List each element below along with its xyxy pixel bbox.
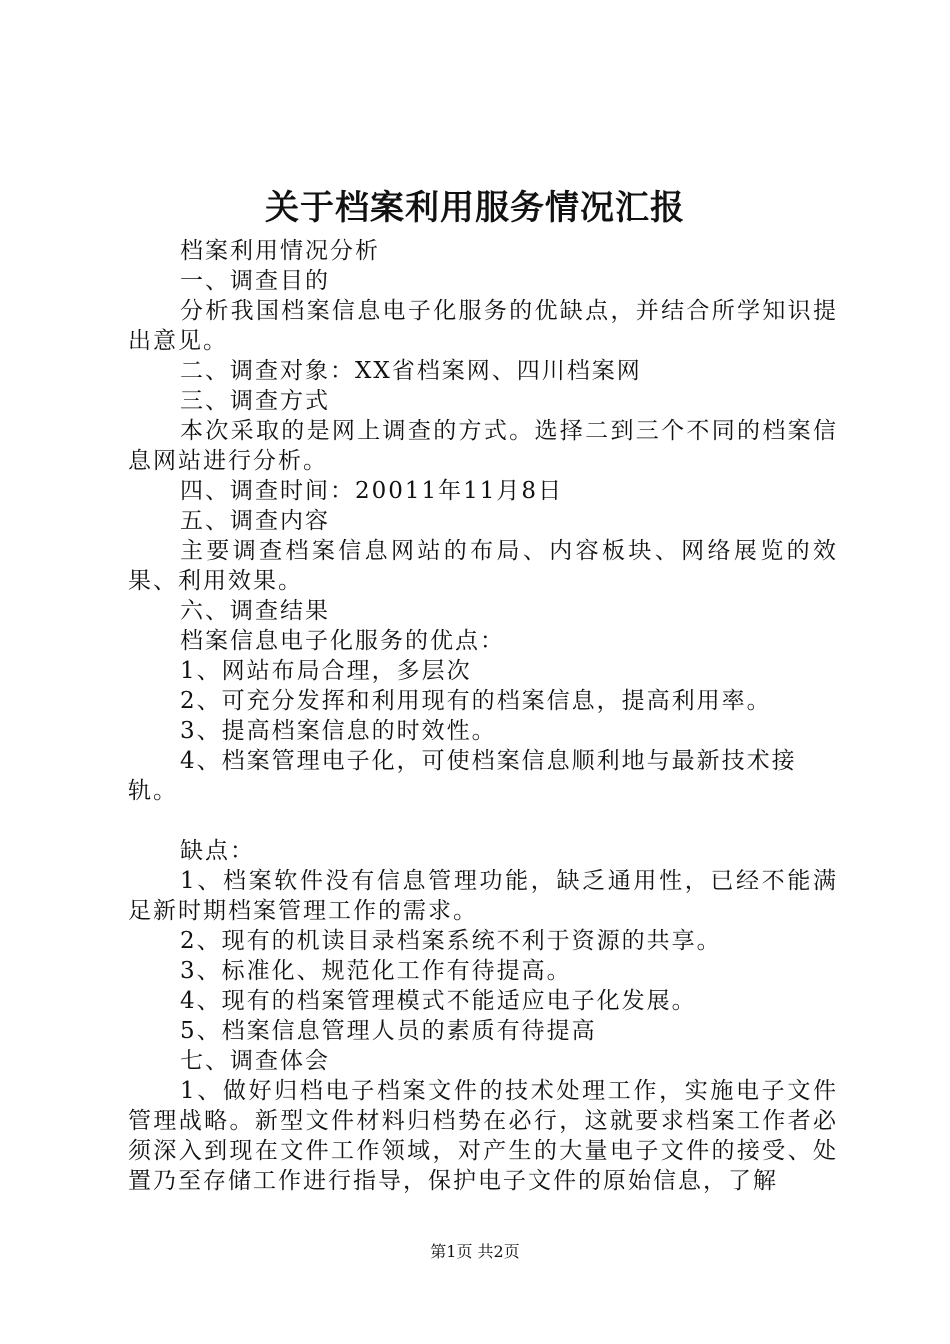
section-heading: 档案利用情况分析 bbox=[180, 238, 380, 264]
section-heading: 五、调查内容 bbox=[180, 508, 330, 534]
list-item: 3、标准化、规范化工作有待提高。 bbox=[180, 958, 572, 984]
list-item: 4、现有的档案管理模式不能适应电子化发展。 bbox=[180, 988, 697, 1014]
list-item: 3、提高档案信息的时效性。 bbox=[180, 718, 497, 744]
document-body bbox=[128, 236, 838, 1196]
paragraph: 1、做好归档电子档案文件的技术处理工作，实施电子文件管理战略。新型文件材料归档势在必行，这就要求档案工作者必须深入到现在文件工作领域，对产生的大量电子文件的接受、处置乃至存储工作进行指导，保护电子文件的原始信息，了解 bbox=[128, 1078, 838, 1194]
list-item: 4、档案管理电子化，可使档案信息顺利地与最新技术接轨。 bbox=[128, 748, 797, 804]
paragraph: 分析我国档案信息电子化服务的优缺点，并结合所学知识提出意见。 bbox=[128, 298, 838, 354]
list-item: 5、档案信息管理人员的素质有待提高 bbox=[180, 1018, 597, 1044]
section-heading: 三、调查方式 bbox=[180, 388, 330, 414]
blank-line bbox=[128, 806, 838, 836]
section-heading: 六、调查结果 bbox=[180, 598, 330, 624]
paragraph: 缺点： bbox=[180, 838, 255, 864]
list-item: 1、档案软件没有信息管理功能，缺乏通用性，已经不能满足新时期档案管理工作的需求。 bbox=[128, 868, 838, 924]
paragraph: 档案信息电子化服务的优点： bbox=[180, 628, 505, 654]
list-item: 2、现有的机读目录档案系统不利于资源的共享。 bbox=[180, 928, 722, 954]
paragraph: 本次采取的是网上调查的方式。选择二到三个不同的档案信息网站进行分析。 bbox=[128, 418, 838, 474]
section-heading: 二、调查对象：XX省档案网、四川档案网 bbox=[180, 358, 642, 384]
page-footer: 第1页 共2页 bbox=[430, 1242, 520, 1261]
section-heading: 七、调查体会 bbox=[180, 1048, 330, 1074]
list-item: 2、可充分发挥和利用现有的档案信息，提高利用率。 bbox=[180, 688, 772, 714]
document-title: 关于档案利用服务情况汇报 bbox=[265, 188, 685, 228]
paragraph: 主要调查档案信息网站的布局、内容板块、网络展览的效果、利用效果。 bbox=[128, 538, 838, 594]
section-heading: 一、调查目的 bbox=[180, 268, 330, 294]
list-item: 1、网站布局合理，多层次 bbox=[180, 658, 472, 684]
section-heading: 四、调查时间：20011年11月8日 bbox=[180, 478, 564, 504]
